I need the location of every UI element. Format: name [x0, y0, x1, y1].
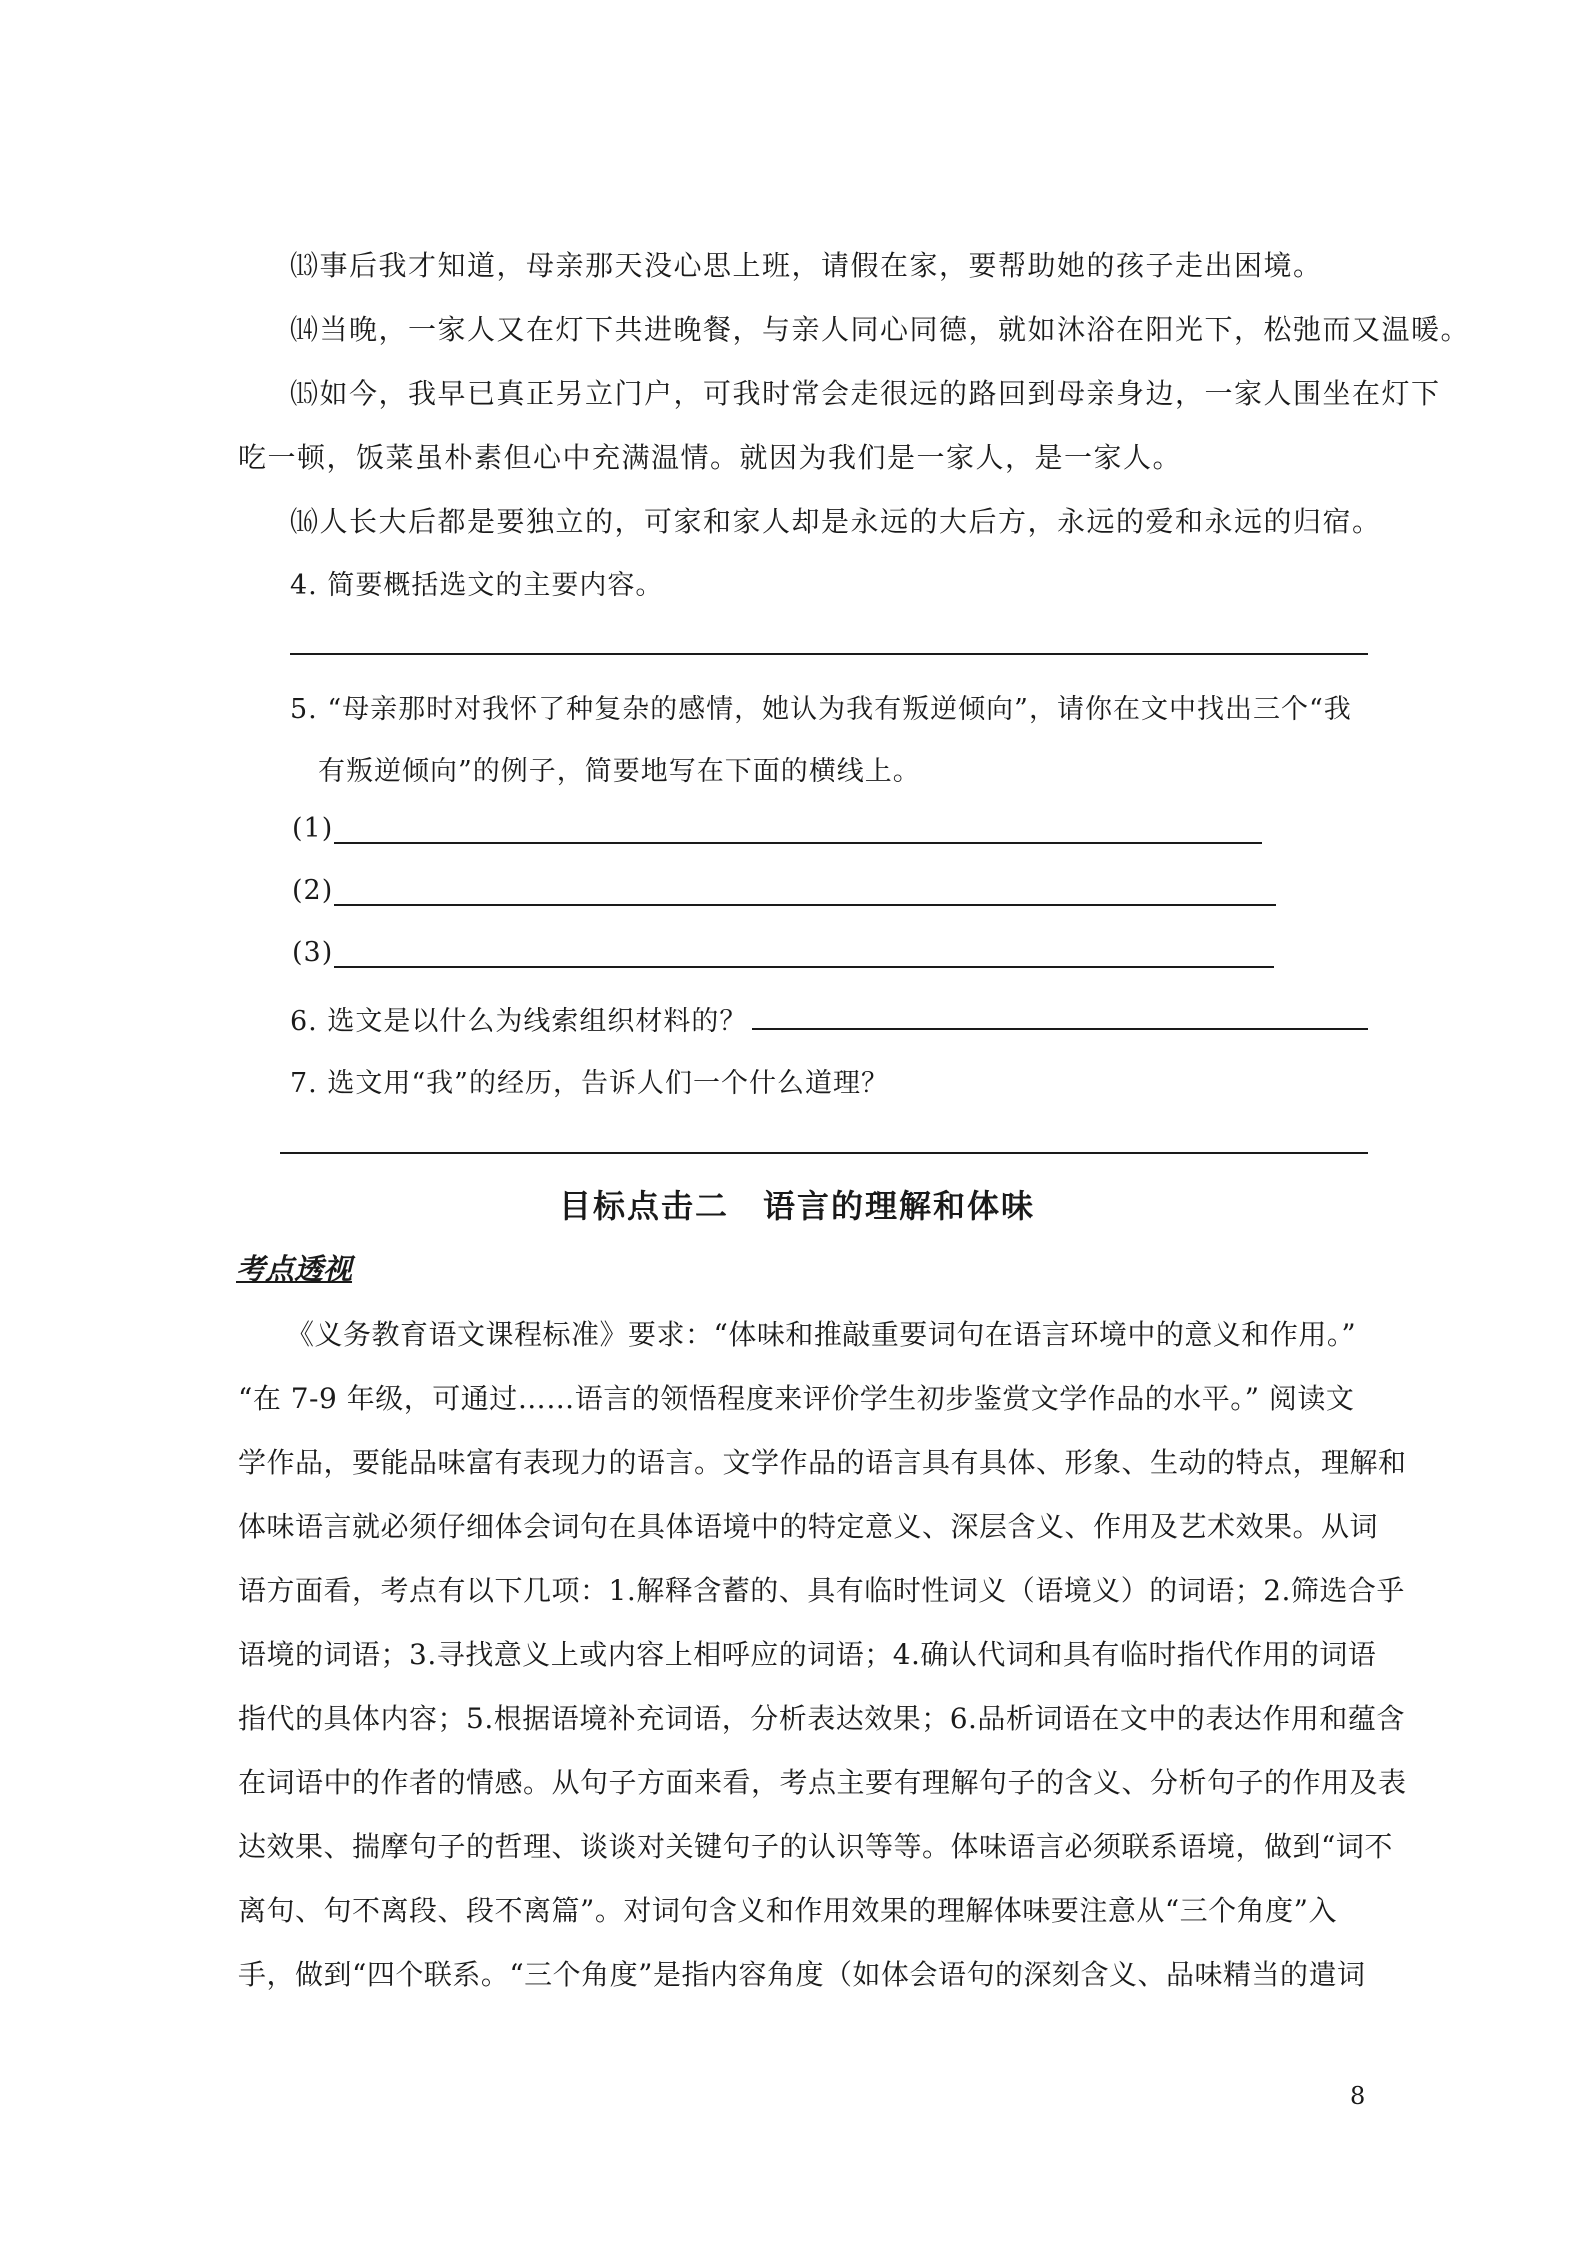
- question-6: 6. 选文是以什么为线索组织材料的？: [290, 1006, 748, 1037]
- q5-item-2-label: (2): [292, 875, 334, 906]
- section-body-line-4: 体味语言就必须仔细体会词句在具体语境中的特定意义、深层含义、作用及艺术效果。从词: [238, 1510, 1379, 1543]
- section-body-line-11: 手，做到“四个联系。“三个角度”是指内容角度（如体会语句的深刻含义、品味精当的遣词: [238, 1958, 1366, 1991]
- kaodian-label: 考点透视: [236, 1252, 353, 1286]
- question-5-cont: 有叛逆倾向”的例子，简要地写在下面的横线上。: [318, 756, 921, 787]
- section-body-line-3: 学作品，要能品味富有表现力的语言。文学作品的语言具有具体、形象、生动的特点，理解和: [238, 1446, 1407, 1479]
- answer-line-q7[interactable]: [280, 1152, 1368, 1154]
- question-7: 7. 选文用“我”的经历，告诉人们一个什么道理？: [290, 1068, 889, 1099]
- section-body-line-8: 在词语中的作者的情感。从句子方面来看，考点主要有理解句子的含义、分析句子的作用及表: [238, 1766, 1407, 1799]
- section-body-line-10: 离句、句不离段、段不离篇”。对词句含义和作用效果的理解体味要注意从“三个角度”入: [238, 1894, 1337, 1927]
- question-5: 5. “母亲那时对我怀了种复杂的感情，她认为我有叛逆倾向”，请你在文中找出三个“我: [290, 694, 1352, 725]
- section-body-line-6: 语境的词语；3.寻找意义上或内容上相呼应的词语；4.确认代词和具有临时指代作用的词语: [238, 1638, 1377, 1671]
- passage-paragraph-15: ⒂如今，我早已真正另立门户，可我时常会走很远的路回到母亲身边，一家人围坐在灯下: [290, 377, 1441, 410]
- passage-paragraph-13: ⒀事后我才知道，母亲那天没心思上班，请假在家，要帮助她的孩子走出困境。: [290, 249, 1323, 282]
- section-body-line-9: 达效果、揣摩句子的哲理、谈谈对关键句子的认识等等。体味语言必须联系语境，做到“词不: [238, 1830, 1393, 1863]
- answer-line-q5-3[interactable]: [334, 966, 1274, 968]
- section-body-line-7: 指代的具体内容；5.根据语境补充词语，分析表达效果；6.品析词语在文中的表达作用和蕴含: [238, 1702, 1405, 1735]
- answer-line-q5-1[interactable]: [334, 842, 1262, 844]
- passage-paragraph-14: ⒁当晚，一家人又在灯下共进晚餐，与亲人同心同德，就如沐浴在阳光下，松弛而又温暖。: [290, 313, 1471, 346]
- passage-paragraph-15-cont: 吃一顿，饭菜虽朴素但心中充满温情。就因为我们是一家人，是一家人。: [238, 441, 1183, 474]
- passage-paragraph-16: ⒃人长大后都是要独立的，可家和家人却是永远的大后方，永远的爱和永远的归宿。: [290, 505, 1382, 538]
- page-number: 8: [1350, 2082, 1366, 2110]
- answer-line-q4[interactable]: [290, 653, 1368, 655]
- section-body-line-2: “在 7-9 年级，可通过……语言的领悟程度来评价学生初步鉴赏文学作品的水平。” 阅读文: [238, 1382, 1355, 1415]
- q5-item-3-label: (3): [292, 937, 334, 968]
- question-4: 4. 简要概括选文的主要内容。: [290, 570, 664, 601]
- section-body-line-5: 语方面看，考点有以下几项：1.解释含蓄的、具有临时性词义（语境义）的词语；2.筛选合乎: [238, 1574, 1405, 1607]
- q5-item-1-label: (1): [292, 813, 334, 844]
- answer-line-q5-2[interactable]: [334, 904, 1276, 906]
- section-body-line-1: 《义务教育语文课程标准》要求：“体味和推敲重要词句在语言环境中的意义和作用。”: [286, 1318, 1357, 1351]
- section-title: 目标点击二 语言的理解和体味: [558, 1187, 1035, 1225]
- answer-line-q6[interactable]: [752, 1028, 1368, 1030]
